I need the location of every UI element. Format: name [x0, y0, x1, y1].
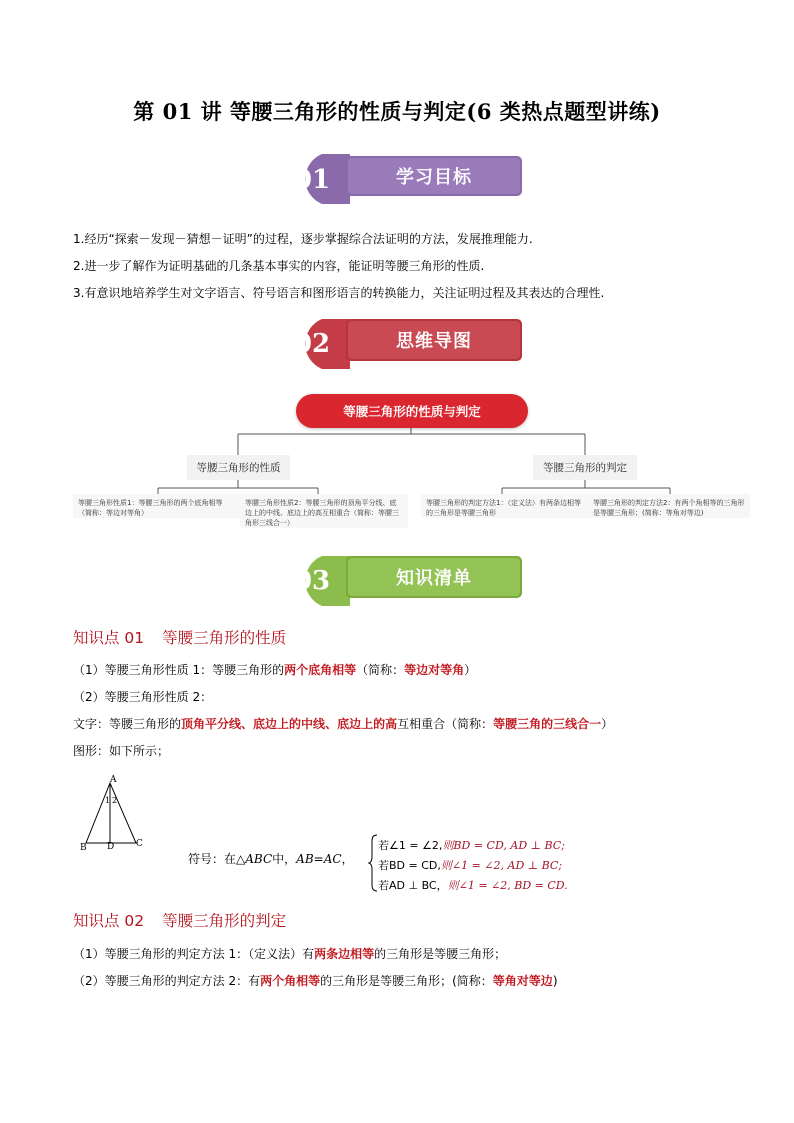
page-title: 第 01 讲 等腰三角形的性质与判定(6 类热点题型讲练) — [133, 99, 661, 124]
kp1-heading-text: 等腰三角形的性质 — [162, 629, 287, 647]
kp1-cases — [378, 836, 568, 896]
mindmap-left-leaf-1: 等腰三角形性质1：等腰三角形的两个底角相等（简称：等边对等角） — [73, 494, 241, 518]
kp1-heading-number: 知识点 01 — [73, 629, 145, 647]
section-banner-02 — [270, 315, 525, 373]
kp1-p1-highlight-2: 等边对等角 — [404, 663, 465, 677]
kp2-heading — [73, 909, 286, 931]
kp1-p1-text: （1）等腰三角形性质 1：等腰三角形的 — [73, 663, 285, 677]
kp1-symbol-comma: ， — [341, 852, 354, 866]
kp1-text-sep1: 、 — [241, 717, 254, 731]
case-2 — [378, 856, 568, 876]
case-1-then: 则BD = CD, AD ⊥ BC; — [442, 839, 565, 852]
mindmap-root: 等腰三角形的性质与判定 — [296, 394, 528, 428]
case-2-cond: 若BD = CD, — [378, 859, 441, 872]
mindmap-right-leaf-1: 等腰三角形的判定方法1：（定义法）有两条边相等的三角形是等腰三角形 — [421, 494, 589, 518]
kp2-method-2 — [73, 972, 558, 989]
kp2-p1-highlight: 两条边相等 — [314, 947, 375, 961]
kp1-symbol-equation: AB=AC — [296, 852, 342, 866]
kp1-text-line — [73, 715, 613, 732]
label-c: C — [136, 839, 143, 849]
kp1-text-mid: 互相重合（简称： — [397, 717, 494, 731]
kp1-symbol-triangle: △ABC — [236, 852, 273, 866]
kp2-p2-highlight: 两个角相等 — [260, 974, 321, 988]
kp1-figure-label: 图形：如下所示； — [73, 744, 170, 758]
section-number-01: 01 — [293, 165, 331, 195]
section-banner-03 — [270, 552, 525, 610]
kp1-text-h3: 底边上的高 — [337, 717, 398, 731]
case-1-cond: 若∠1 = ∠2, — [378, 839, 443, 852]
section-label-01: 学习目标 — [396, 167, 472, 188]
section-number-03: 03 — [293, 566, 331, 596]
kp2-p1-pre: （1）等腰三角形的判定方法 1：（定义法）有 — [73, 947, 315, 961]
kp2-method-1 — [73, 945, 506, 962]
mindmap-right-node: 等腰三角形的判定 — [533, 455, 637, 480]
kp1-text-h1: 顶角平分线 — [181, 717, 242, 731]
objective-3: 3.有意识地培养学生对文字语言、符号语言和图形语言的转换能力，关注证明过程及其表达的合理性. — [73, 286, 605, 300]
mindmap-left-node: 等腰三角形的性质 — [187, 455, 290, 480]
objective-2: 2.进一步了解作为证明基础的几条基本事实的内容，能证明等腰三角形的性质. — [73, 259, 485, 273]
case-2-then: 则∠1 = ∠2, AD ⊥ BC; — [440, 859, 563, 872]
kp1-property-2: （2）等腰三角形性质 2： — [73, 690, 213, 704]
kp2-heading-text: 等腰三角形的判定 — [162, 912, 287, 930]
case-3-then: 则∠1 = ∠2, BD = CD. — [447, 879, 568, 892]
kp2-p1-end: 的三角形是等腰三角形； — [374, 947, 507, 961]
triangle-figure — [76, 775, 148, 855]
kp1-text-h2: 底边上的中线 — [253, 717, 326, 731]
section-label-02: 思维导图 — [396, 331, 472, 352]
label-a: A — [110, 775, 117, 785]
objective-1: 1.经历“探索－发现－猜想－证明”的过程，逐步掌握综合法证明的方法，发展推理能力. — [73, 232, 533, 246]
kp1-text-pre: 文字：等腰三角形的 — [73, 717, 182, 731]
kp1-symbol — [188, 850, 354, 867]
kp2-p2-highlight-2: 等角对等边 — [492, 974, 553, 988]
kp2-heading-number: 知识点 02 — [73, 912, 145, 930]
kp1-symbol-mid: 中， — [272, 852, 297, 866]
section-label-03: 知识清单 — [396, 568, 472, 589]
kp1-p1-end: ） — [464, 663, 477, 677]
kp2-p2-mid: 的三角形是等腰三角形；(简称： — [320, 974, 493, 988]
kp1-p1-highlight: 两个底角相等 — [284, 663, 357, 677]
kp1-symbol-pre: 符号：在 — [188, 852, 237, 866]
label-angle-1: 1 — [105, 796, 111, 805]
section-number-02: 02 — [293, 329, 331, 359]
kp1-property-1 — [73, 661, 476, 678]
section-banner-01 — [270, 150, 525, 208]
kp1-p1-mid: （简称： — [356, 663, 405, 677]
label-d: D — [107, 842, 115, 852]
kp1-text-h4: 等腰三角的三线合一 — [493, 717, 602, 731]
kp1-text-sep2: 、 — [325, 717, 338, 731]
case-1 — [378, 836, 568, 856]
case-3-cond: 若AD ⊥ BC， — [378, 879, 448, 892]
label-angle-2: 2 — [112, 796, 118, 805]
kp1-heading — [73, 626, 286, 648]
label-b: B — [80, 843, 87, 853]
cases-brace-icon — [368, 833, 378, 893]
kp2-p2-end: ) — [552, 974, 558, 988]
kp1-text-end: ） — [601, 717, 614, 731]
kp2-p2-pre: （2）等腰三角形的判定方法 2：有 — [73, 974, 261, 988]
mindmap-left-leaf-2: 等腰三角形性质2：等腰三角形的顶角平分线、底边上的中线、底边上的高互相重合（简称：等腰三角形三线合一） — [240, 494, 408, 528]
mindmap-right-leaf-2: 等腰三角形的判定方法2：有两个角相等的三角形是等腰三角形；(简称：等角对等边) — [588, 494, 750, 518]
case-3 — [378, 876, 568, 896]
